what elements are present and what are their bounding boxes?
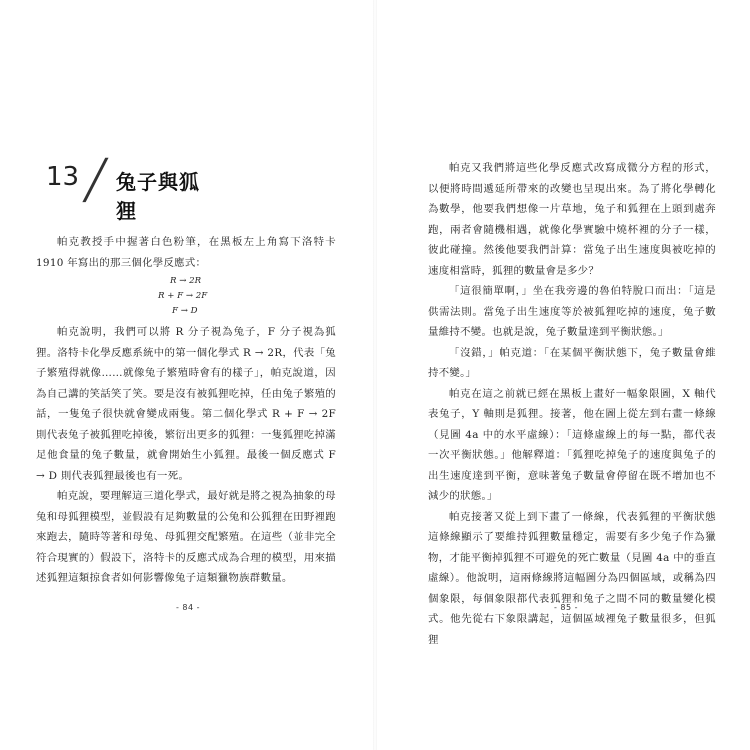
paragraph: 「沒錯，」帕克道：「在某個平衡狀態下，兔子數量會維持不變。」 bbox=[428, 346, 716, 379]
left-page-number: - 84 - bbox=[176, 603, 201, 612]
chapter-heading bbox=[46, 158, 206, 223]
paragraph: 帕克說，要理解這三道化學式，最好就是將之視為抽象的母兔和母狐狸模型，並假設有足夠數量的公兔和公狐狸在田野裡跑來跑去，隨時等著和母兔、母狐狸交配繁殖。在這些（並非完全符合現實的）假設下，洛特卡的反應式成為合理的模型，用來描述狐狸這類掠食者如何影響像兔子這類獵物族群數量。 bbox=[36, 490, 336, 584]
formula-line: F → D bbox=[172, 306, 198, 316]
paragraph: 帕克又我們將這些化學反應式改寫成微分方程的形式，以便將時間遞延所帶來的改變也呈現出來。為了將化學轉化為數學，他要我們想像一片草地，兔子和狐狸在上頭到處奔跑，兩者會隨機相遇，就像化學實驗中燒杯裡的分子一樣，彼此碰撞。然後他要我們計算：當兔子出生速度與被吃掉的速度相當時，狐狸的數量會是多少？ bbox=[428, 162, 716, 277]
chapter-slash-divider: ╱ bbox=[84, 158, 107, 202]
paragraph: 帕克說明，我們可以將 R 分子視為兔子，F 分子視為狐狸。洛特卡化學反應系統中的第一個化學式 R → 2R，代表「兔子繁殖得就像……就像兔子繁殖時會有的樣子」，帕克說道，因為自己講的笑話笑了笑。要是沒有被狐狸吃掉，任由兔子繁殖的話，一隻兔子很快就會變成兩隻。第二個化學式 R + F → 2F 則代表兔子被狐狸吃掉後，繁衍出更多的狐狸：一隻狐狸吃掉滿足他食量的兔子數量，就會開始生小狐狸。最後一個反應式 F → D 則代表狐狸最後也有一死。 bbox=[36, 326, 336, 482]
left-intro-text bbox=[36, 232, 336, 273]
formula-line: R → 2R bbox=[170, 276, 202, 286]
paragraph: 「這很簡單啊，」坐在我旁邊的魯伯特脫口而出：「這是供需法則。當兔子出生速度等於被狐狸吃掉的速度，兔子數量維持不變。也就是說，兔子數量達到平衡狀態。」 bbox=[428, 285, 716, 338]
right-body-text bbox=[428, 158, 716, 650]
right-page-number: - 85 - bbox=[554, 603, 579, 612]
chemical-reaction-formulas bbox=[155, 274, 215, 319]
chapter-title: 兔子與狐狸 bbox=[116, 170, 200, 223]
book-gutter bbox=[373, 0, 377, 750]
paragraph: 帕克教授手中握著白色粉筆，在黑板左上角寫下洛特卡1910 年寫出的那三個化學反應式： bbox=[36, 236, 336, 269]
left-body-text bbox=[36, 322, 336, 589]
chapter-number: 13 bbox=[46, 162, 80, 192]
paragraph: 帕克接著又從上到下畫了一條線，代表狐狸的平衡狀態這條線顯示了要維持狐狸數量穩定，需要有多少兔子作為獵物，才能平衡掉狐狸不可避免的死亡數量（見圖 4a 中的垂直虛線）。他說明，這兩條線將這幅圖分為四個區域，或稱為四個象限，每個象限都代表狐狸和兔子之間不同的數量變化模式。他先從右下象限講起，這個區域裡兔子數量很多，但狐狸 bbox=[428, 510, 716, 646]
formula-line: R + F → 2F bbox=[158, 291, 208, 301]
paragraph: 帕克在這之前就已經在黑板上畫好一幅象限圖，X 軸代表兔子，Y 軸則是狐狸。接著，他在圖上從左到右畫一條線（見圖 4a 中的水平虛線）：「這條虛線上的每一點，都代表一次平衡狀態。」他解釋道：「狐狸吃掉兔子的速度與兔子的出生速度達到平衡，意味著兔子數量會停留在既不增加也不減少的狀態。」 bbox=[428, 387, 716, 502]
